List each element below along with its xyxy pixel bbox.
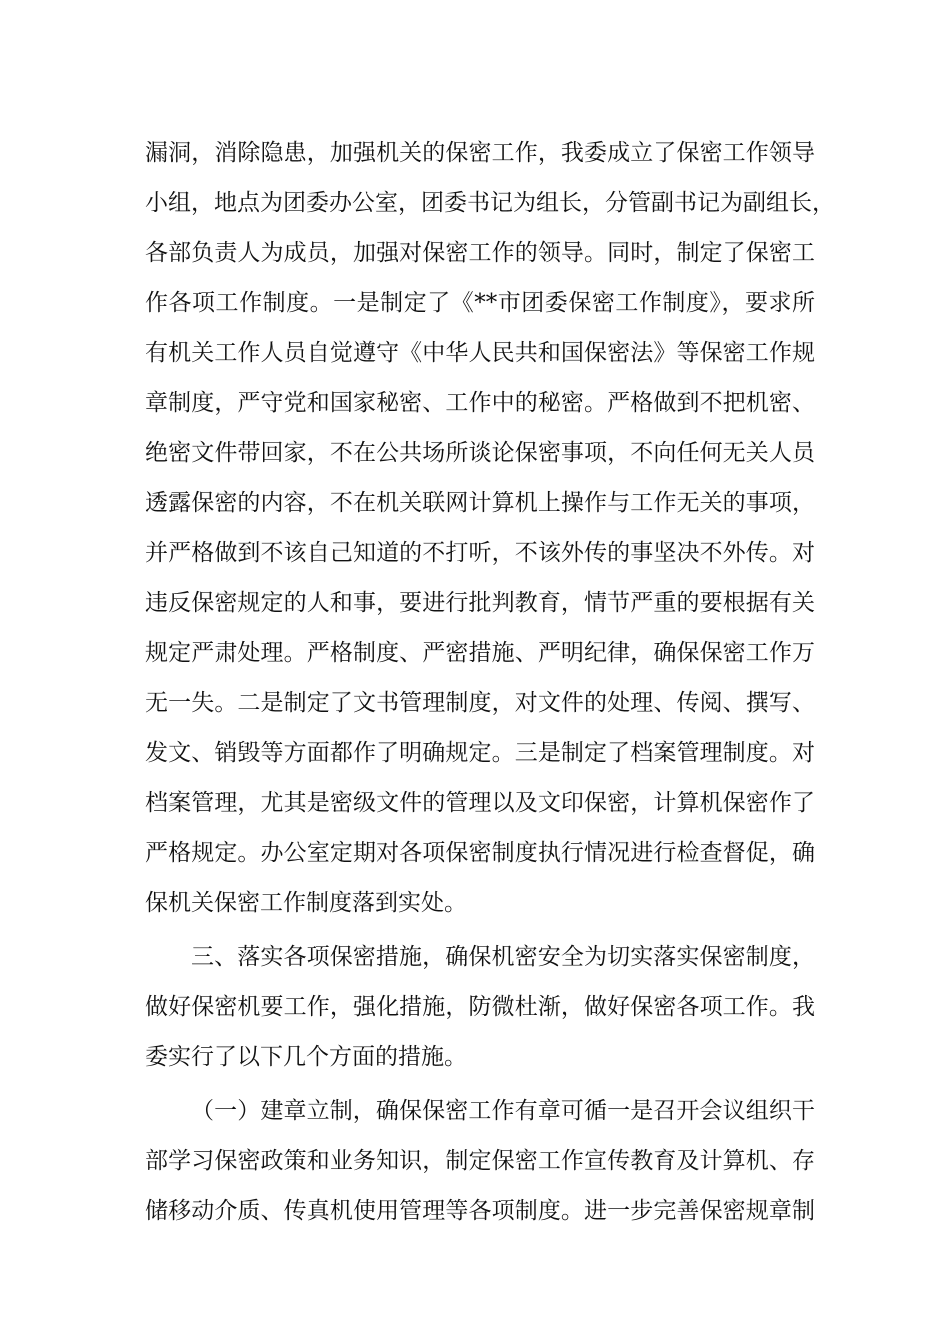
text-line: 发文、销毁等方面都作了明确规定。三是制定了档案管理制度。对 (145, 740, 815, 766)
text-line: 保机关保密工作制度落到实处。 (145, 890, 467, 916)
text-line: 小组，地点为团委办公室，团委书记为组长，分管副书记为副组长， (145, 190, 835, 216)
text-line: 违反保密规定的人和事，要进行批判教育，情节严重的要根据有关 (145, 590, 815, 616)
text-line: 各部负责人为成员，加强对保密工作的领导。同时，制定了保密工 (145, 240, 815, 266)
document-body (145, 128, 835, 1236)
text-line: 透露保密的内容，不在机关联网计算机上操作与工作无关的事项， (145, 490, 815, 516)
text-line: 做好保密机要工作，强化措施，防微杜渐，做好保密各项工作。我 (145, 994, 815, 1020)
text-line: 三、落实各项保密措施，确保机密安全为切实落实保密制度， (191, 944, 815, 970)
text-line: 储移动介质、传真机使用管理等各项制度。进一步完善保密规章制 (145, 1198, 815, 1224)
text-line: 档案管理，尤其是密级文件的管理以及文印保密，计算机保密作了 (145, 790, 815, 816)
text-line: 规定严肃处理。严格制度、严密措施、严明纪律，确保保密工作万 (145, 640, 815, 666)
text-line: 无一失。二是制定了文书管理制度，对文件的处理、传阅、撰写、 (145, 690, 815, 716)
text-line: 绝密文件带回家，不在公共场所谈论保密事项，不向任何无关人员 (145, 440, 815, 466)
text-line: 并严格做到不该自己知道的不打听，不该外传的事坚决不外传。对 (145, 540, 815, 566)
text-line: 漏洞，消除隐患，加强机关的保密工作，我委成立了保密工作领导 (145, 140, 815, 166)
text-line: 部学习保密政策和业务知识，制定保密工作宣传教育及计算机、存 (145, 1148, 815, 1174)
text-line: （一）建章立制，确保保密工作有章可循一是召开会议组织干 (191, 1098, 815, 1124)
paragraph (145, 1086, 815, 1236)
text-line: 严格规定。办公室定期对各项保密制度执行情况进行检查督促，确 (145, 840, 815, 866)
paragraph (145, 932, 815, 1082)
text-line: 章制度，严守党和国家秘密、工作中的秘密。严格做到不把机密、 (145, 390, 815, 416)
paragraph (145, 128, 835, 928)
text-line: 委实行了以下几个方面的措施。 (145, 1044, 467, 1070)
text-line: 有机关工作人员自觉遵守《中华人民共和国保密法》等保密工作规 (145, 340, 815, 366)
text-line: 作各项工作制度。一是制定了《**市团委保密工作制度》，要求所 (145, 290, 815, 316)
